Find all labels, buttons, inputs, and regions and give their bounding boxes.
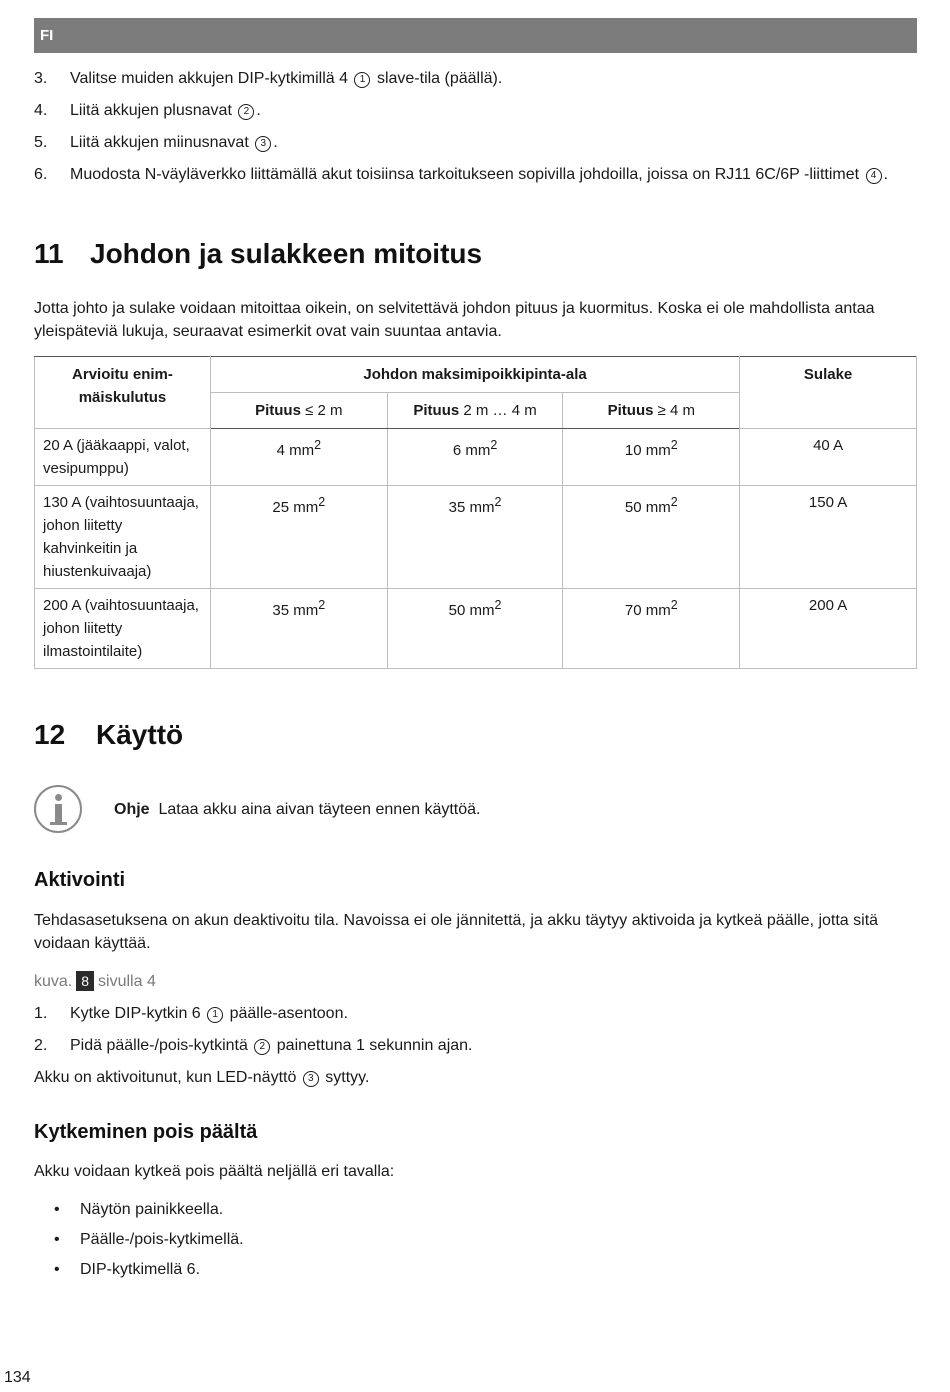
- activation-steps: [34, 1002, 917, 1057]
- language-label: FI: [40, 27, 54, 44]
- table-row: 20 A (jääkaappi, valot, vesipumppu) 4 $mm^2$ 6 $mm^2$ 10 $mm^2$ 40 A: [35, 429, 917, 486]
- table-subheader: Pituus 2 m … 4 m: [387, 393, 563, 429]
- list-item: 5. Liitä akkujen miinusnavat 3 .: [34, 134, 278, 151]
- switch-off-list: [34, 1198, 917, 1281]
- page-content: [34, 18, 917, 1288]
- callout-marker: 1: [354, 72, 370, 88]
- callout-marker: 1: [207, 1007, 223, 1023]
- activation-intro: Tehdasasetuksena on akun deaktivoitu tila. Navoissa ei ole jännitettä, ja akku täytyy aktivoida ja kytkeä päälle, jotta sitä voidaan käyttää.: [34, 912, 879, 952]
- list-item: 2. Pidä päälle-/pois-kytkintä 2 painettuna 1 sekunnin ajan.: [34, 1037, 473, 1054]
- list-item: 1. Kytke DIP-kytkin 6 1 päälle-asentoon.: [34, 1005, 348, 1022]
- callout-marker: 2: [254, 1039, 270, 1055]
- callout-marker: 2: [238, 104, 254, 120]
- switch-off-intro: Akku voidaan kytkeä pois päältä neljällä eri tavalla:: [34, 1163, 395, 1180]
- list-item: • Näytön painikkeella.: [54, 1201, 224, 1218]
- callout-marker: 4: [866, 168, 882, 184]
- figure-reference: kuva. 8 sivulla 4: [34, 973, 156, 990]
- list-item: • Päälle-/pois-kytkimellä.: [54, 1231, 244, 1248]
- table-header-fuse: Sulake: [740, 357, 917, 429]
- activation-result: Akku on aktivoitunut, kun LED-näyttö 3 syttyy.: [34, 1069, 370, 1086]
- info-icon: [34, 785, 82, 833]
- table-row: 200 A (vaihtosuuntaaja, johon liitetty ilmastointilaite) 35 $mm^2$ 50 $mm^2$ 70 $mm^2$ 200 A: [35, 589, 917, 669]
- section-11-heading: 11 Johdon ja sulakkeen mitoitus: [34, 238, 483, 269]
- note-box: [34, 785, 917, 833]
- list-item: • DIP-kytkimellä 6.: [54, 1261, 201, 1278]
- section-11-intro: Jotta johto ja sulake voidaan mitoittaa oikein, on selvitettävä johdon pituus ja kuormitus. Koska ei ole mahdollista antaa yleispäteviä lukuja, seuraavat esimerkit ovat vain suuntaa antavia.: [34, 300, 875, 340]
- activation-heading: Aktivointi: [34, 869, 126, 891]
- section-12-heading: 12 Käyttö: [34, 719, 184, 750]
- table-subheader: Pituus ≤ 2 m: [210, 393, 387, 429]
- note-text: Lataa akku aina aivan täyteen ennen käyttöä.: [158, 800, 481, 818]
- table-header-load: Arvioitu enim- mäiskulutus: [35, 357, 211, 429]
- figure-number-badge: 8: [76, 971, 94, 991]
- table-row: 130 A (vaihtosuuntaaja, johon liitetty kahvinkeitin ja hiustenkuivaaja) 25 $mm^2$ 35 $mm^2$ 50 $mm^2$ 150 A: [35, 486, 917, 589]
- cable-fuse-table: [34, 356, 917, 669]
- list-item: 3. Valitse muiden akkujen DIP-kytkimillä 4 1 slave-tila (päällä).: [34, 70, 503, 87]
- table-subheader: Pituus ≥ 4 m: [563, 393, 740, 429]
- language-header: [34, 18, 917, 53]
- note-label: Ohje: [114, 800, 150, 818]
- list-item: 6. Muodosta N-väyläverkko liittämällä akut toisiinsa tarkoitukseen sopivilla johdoilla, joissa on RJ11 6C/6P -liittimet 4 .: [34, 166, 888, 183]
- callout-marker: 3: [255, 136, 271, 152]
- steps-top-list: [34, 67, 917, 186]
- table-header-cross-section: Johdon maksimipoikkipinta-ala: [210, 357, 739, 393]
- callout-marker: 3: [303, 1071, 319, 1087]
- page-number: 134: [4, 1369, 31, 1386]
- switch-off-heading: Kytkeminen pois päältä: [34, 1121, 258, 1143]
- list-item: 4. Liitä akkujen plusnavat 2 .: [34, 102, 261, 119]
